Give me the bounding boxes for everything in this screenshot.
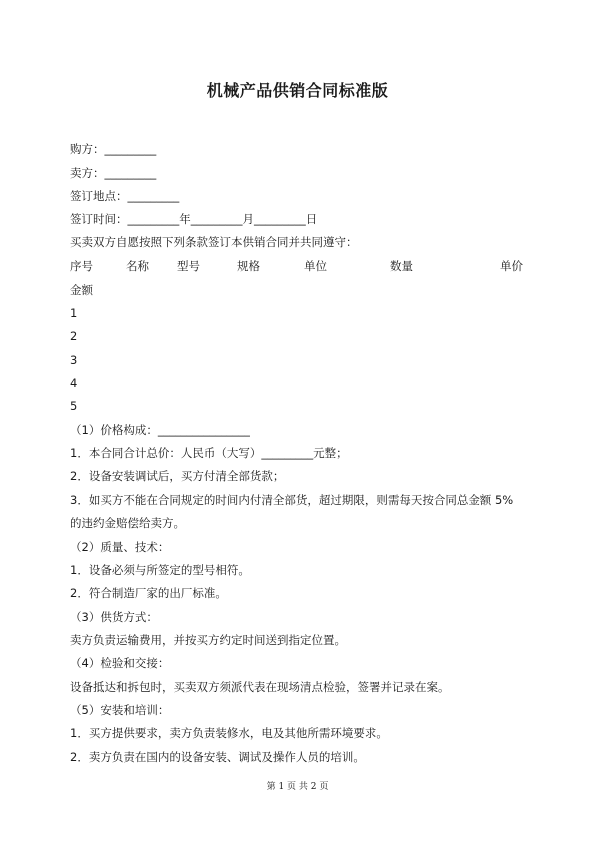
inspection-clause-1: 设备抵达和拆包时，买卖双方须派代表在现场清点检验，签署并记录在案。 (70, 680, 450, 694)
document-title: 机械产品供销合同标准版 (206, 81, 389, 100)
table-header-name: 名称 (126, 259, 149, 273)
price-clause-3: 3．如买方不能在合同规定的时间内付清全部货，超过期限，则需每天按合同总金额 5% (70, 493, 514, 507)
table-row: 5 (70, 399, 78, 413)
signing-date-line: 签订时间：_________年_________月_________日 (70, 212, 318, 226)
table-header-unit-price: 单价 (500, 259, 523, 273)
table-header-spec: 规格 (237, 259, 260, 273)
table-row: 2 (70, 329, 78, 343)
table-row: 1 (70, 306, 78, 320)
quality-clause-1: 1．设备必须与所签定的型号相符。 (70, 563, 250, 577)
table-row: 3 (70, 353, 78, 367)
supply-clause-1: 卖方负责运输费用，并按买方约定时间送到指定位置。 (70, 633, 346, 647)
section-price-heading: （1）价格构成：________________ (70, 423, 250, 437)
section-supply-heading: （3）供货方式： (70, 610, 158, 624)
seller-line: 卖方：_________ (70, 166, 157, 180)
table-header-amount: 金额 (70, 283, 93, 297)
price-clause-3-cont: 的违约金赔偿给卖方。 (70, 516, 185, 530)
quality-clause-2: 2．符合制造厂家的出厂标准。 (70, 586, 227, 600)
section-installation-heading: （5）安装和培训： (70, 703, 170, 717)
signing-place-line: 签订地点：_________ (70, 189, 180, 203)
table-header-index: 序号 (70, 259, 93, 273)
table-header-quantity: 数量 (390, 259, 413, 273)
table-header-unit: 单位 (304, 259, 327, 273)
installation-clause-2: 2．卖方负责在国内的设备安装、调试及操作人员的培训。 (70, 750, 365, 764)
price-clause-2: 2．设备安装调试后，买方付清全部货款； (70, 469, 285, 483)
intro-paragraph: 买卖双方自愿按照下列条款签订本供销合同并共同遵守： (70, 235, 358, 249)
price-clause-1: 1．本合同合计总价：人民币（大写）_________元整； (70, 446, 348, 460)
section-quality-heading: （2）质量、技术： (70, 540, 170, 554)
installation-clause-1: 1．买方提供要求，卖方负责装修水，电及其他所需环境要求。 (70, 726, 388, 740)
table-row: 4 (70, 376, 78, 390)
table-header-model: 型号 (177, 259, 200, 273)
page-footer: 第 1 页 共 2 页 (266, 782, 329, 792)
buyer-line: 购方：_________ (70, 142, 157, 156)
section-inspection-heading: （4）检验和交接： (70, 656, 170, 670)
